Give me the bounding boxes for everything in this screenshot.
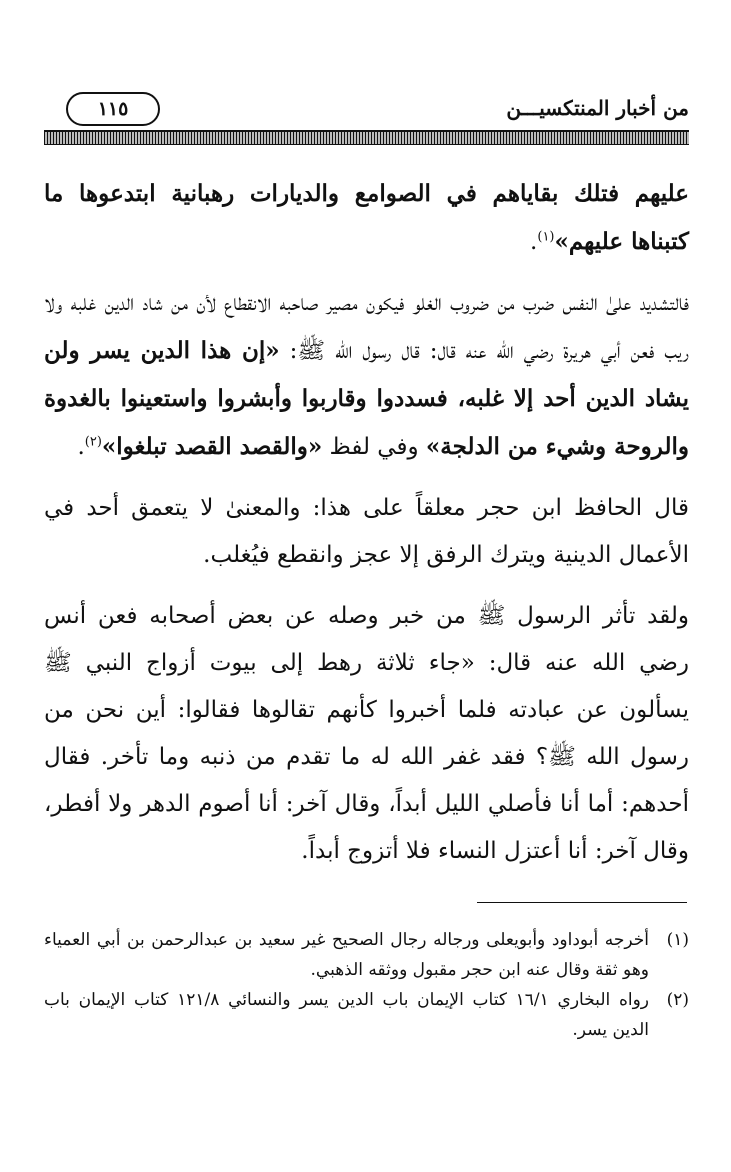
text-segment: . (77, 434, 85, 460)
header-rule (44, 130, 689, 145)
running-title: من أخبار المنتكسيـــن (506, 96, 689, 120)
text-segment: . (530, 229, 538, 255)
footnote-separator (477, 902, 687, 903)
main-text (44, 170, 689, 889)
text-segment: قال الحافظ ابن حجر معلقاً على هذا: والمعنىٰ لا يتعمق أحد في الأعمال الدينية ويترك الرفق إلا عجز وانقطع فيُغلب. (44, 495, 689, 568)
text-segment: «إن هذا الدين يسر ولن يشاد الدين أحد إلا غلبه، فسددوا وقاربوا وأبشروا واستعينوا بالغدوة والروحة وشيء من الدلجة» (44, 337, 689, 460)
text-segment: ولقد تأثر الرسول ﷺ من خبر وصله عن بعض أصحابه فعن أنس رضي الله عنه قال: «جاء ثلاثة رهط إلى بيوت أزواج النبي ﷺ يسألون عن عبادته فلما أخبروا كأنهم تقالوها فقالوا: أين نحن من رسول الله ﷺ؟ فقد غفر الله له ما تقدم من ذنبه وما تأخر. فقال أحدهم: أما أنا فأصلي الليل أبداً، وقال آخر: أنا أصوم الدهر ولا أفطر، وقال آخر: أنا أعتزل النساء فلا أتزوج أبداً. (44, 603, 689, 864)
footnote-item (44, 925, 689, 985)
footnote-reference: (١) (537, 229, 555, 245)
footnotes (44, 925, 689, 1045)
text-segment: فالتشديد علىٰ النفس ضرب من ضروب الغلو فيكون مصير صاحبه الانقطاع لأن من شاد الدين غلبه ولا ريب فعن أبي هريرة رضي الله عنه قال: قال رسول الله ﷺ: (44, 290, 690, 364)
paragraph (44, 593, 689, 875)
page-number-badge: ١١٥ (66, 92, 160, 126)
footnote-reference: (٢) (84, 434, 102, 450)
paragraph (44, 170, 689, 266)
paragraph (44, 280, 689, 471)
footnote-number: (١) (666, 930, 689, 950)
footnote-text: أخرجه أبوداود وأبويعلى ورجاله رجال الصحيح غير سعيد بن عبدالرحمن بن أبي العمياء وهو ثقة وقال عنه ابن حجر مقبول ووثقه الذهبي. (44, 930, 649, 980)
text-segment: عليهم فتلك بقاياهم في الصوامع والديارات رهبانية ابتدعوها ما كتبناها عليهم» (44, 180, 689, 255)
text-segment: وفي لفظ (322, 434, 426, 460)
footnote-text: رواه البخاري ١٦/١ كتاب الإيمان باب الدين يسر والنسائي ١٢١/٨ كتاب الإيمان باب الدين يسر. (44, 990, 649, 1040)
text-segment: «والقصد القصد تبلغوا» (101, 433, 323, 460)
paragraph (44, 485, 689, 579)
footnote-number: (٢) (666, 990, 689, 1010)
footnote-item (44, 985, 689, 1045)
page-header (44, 88, 689, 134)
